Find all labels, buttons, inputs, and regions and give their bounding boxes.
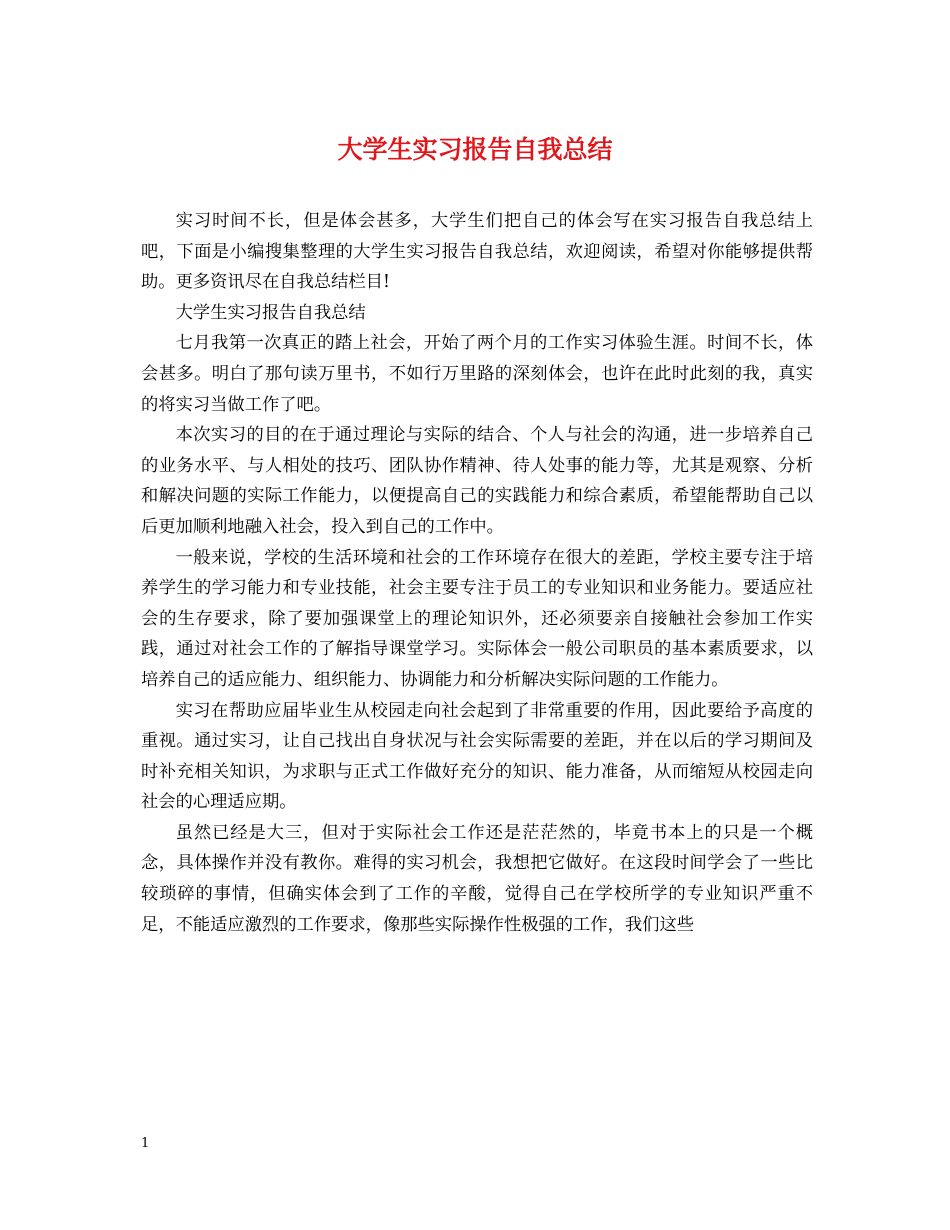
paragraph-july: 七月我第一次真正的踏上社会，开始了两个月的工作实习体验生涯。时间不长，体会甚多。明白了那句读万里书，不如行万里路的深刻体会，也许在此时此刻的我，真实的将实习当做工作了吧。 xyxy=(141,333,813,415)
paragraph-purpose: 本次实习的目的在于通过理论与实际的结合、个人与社会的沟通，进一步培养自己的业务水平、与人相处的技巧、团队协作精神、待人处事的能力等，尤其是观察、分析和解决问题的实际工作能力，以便提高自己的实践能力和综合素质，希望能帮助自己以后更加顺利地融入社会，投入到自己的工作中。 xyxy=(141,425,813,537)
page-title: 大学生实习报告自我总结 xyxy=(337,135,613,164)
paragraph-environment: 一般来说，学校的生活环境和社会的工作环境存在很大的差距，学校主要专注于培养学生的学习能力和专业技能，社会主要专注于员工的专业知识和业务能力。要适应社会的生存要求，除了要加强课堂上的理论知识外，还必须要亲自接触社会参加工作实践，通过对社会工作的了解指导课堂学习。实际体会一般公司职员的基本素质要求，以培养自己的适应能力、组织能力、协调能力和分析解决实际问题的工作能力。 xyxy=(141,547,813,690)
paragraph-intro: 实习时间不长，但是体会甚多，大学生们把自己的体会写在实习报告自我总结上吧，下面是小编搜集整理的大学生实习报告自我总结，欢迎阅读，希望对你能够提供帮助。更多资讯尽在自我总结栏目! xyxy=(141,211,813,293)
page-number: 1 xyxy=(141,1136,150,1151)
paragraph-junior-year: 虽然已经是大三，但对于实际社会工作还是茫茫然的，毕竟书本上的只是一个概念，具体操作并没有教你。难得的实习机会，我想把它做好。在这段时间学会了一些比较琐碎的事情，但确实体会到了工作的辛酸，觉得自己在学校所学的专业知识严重不足，不能适应激烈的工作要求，像那些实际操作性极强的工作，我们这些 xyxy=(141,822,813,935)
document-body xyxy=(141,206,813,940)
paragraph-subtitle: 大学生实习报告自我总结 xyxy=(175,302,366,323)
paragraph-importance: 实习在帮助应届毕业生从校园走向社会起到了非常重要的作用，因此要给予高度的重视。通过实习，让自己找出自身状况与社会实际需要的差距，并在以后的学习期间及时补充相关知识，为求职与正式工作做好充分的知识、能力准备，从而缩短从校园走向社会的心理适应期。 xyxy=(141,700,813,813)
